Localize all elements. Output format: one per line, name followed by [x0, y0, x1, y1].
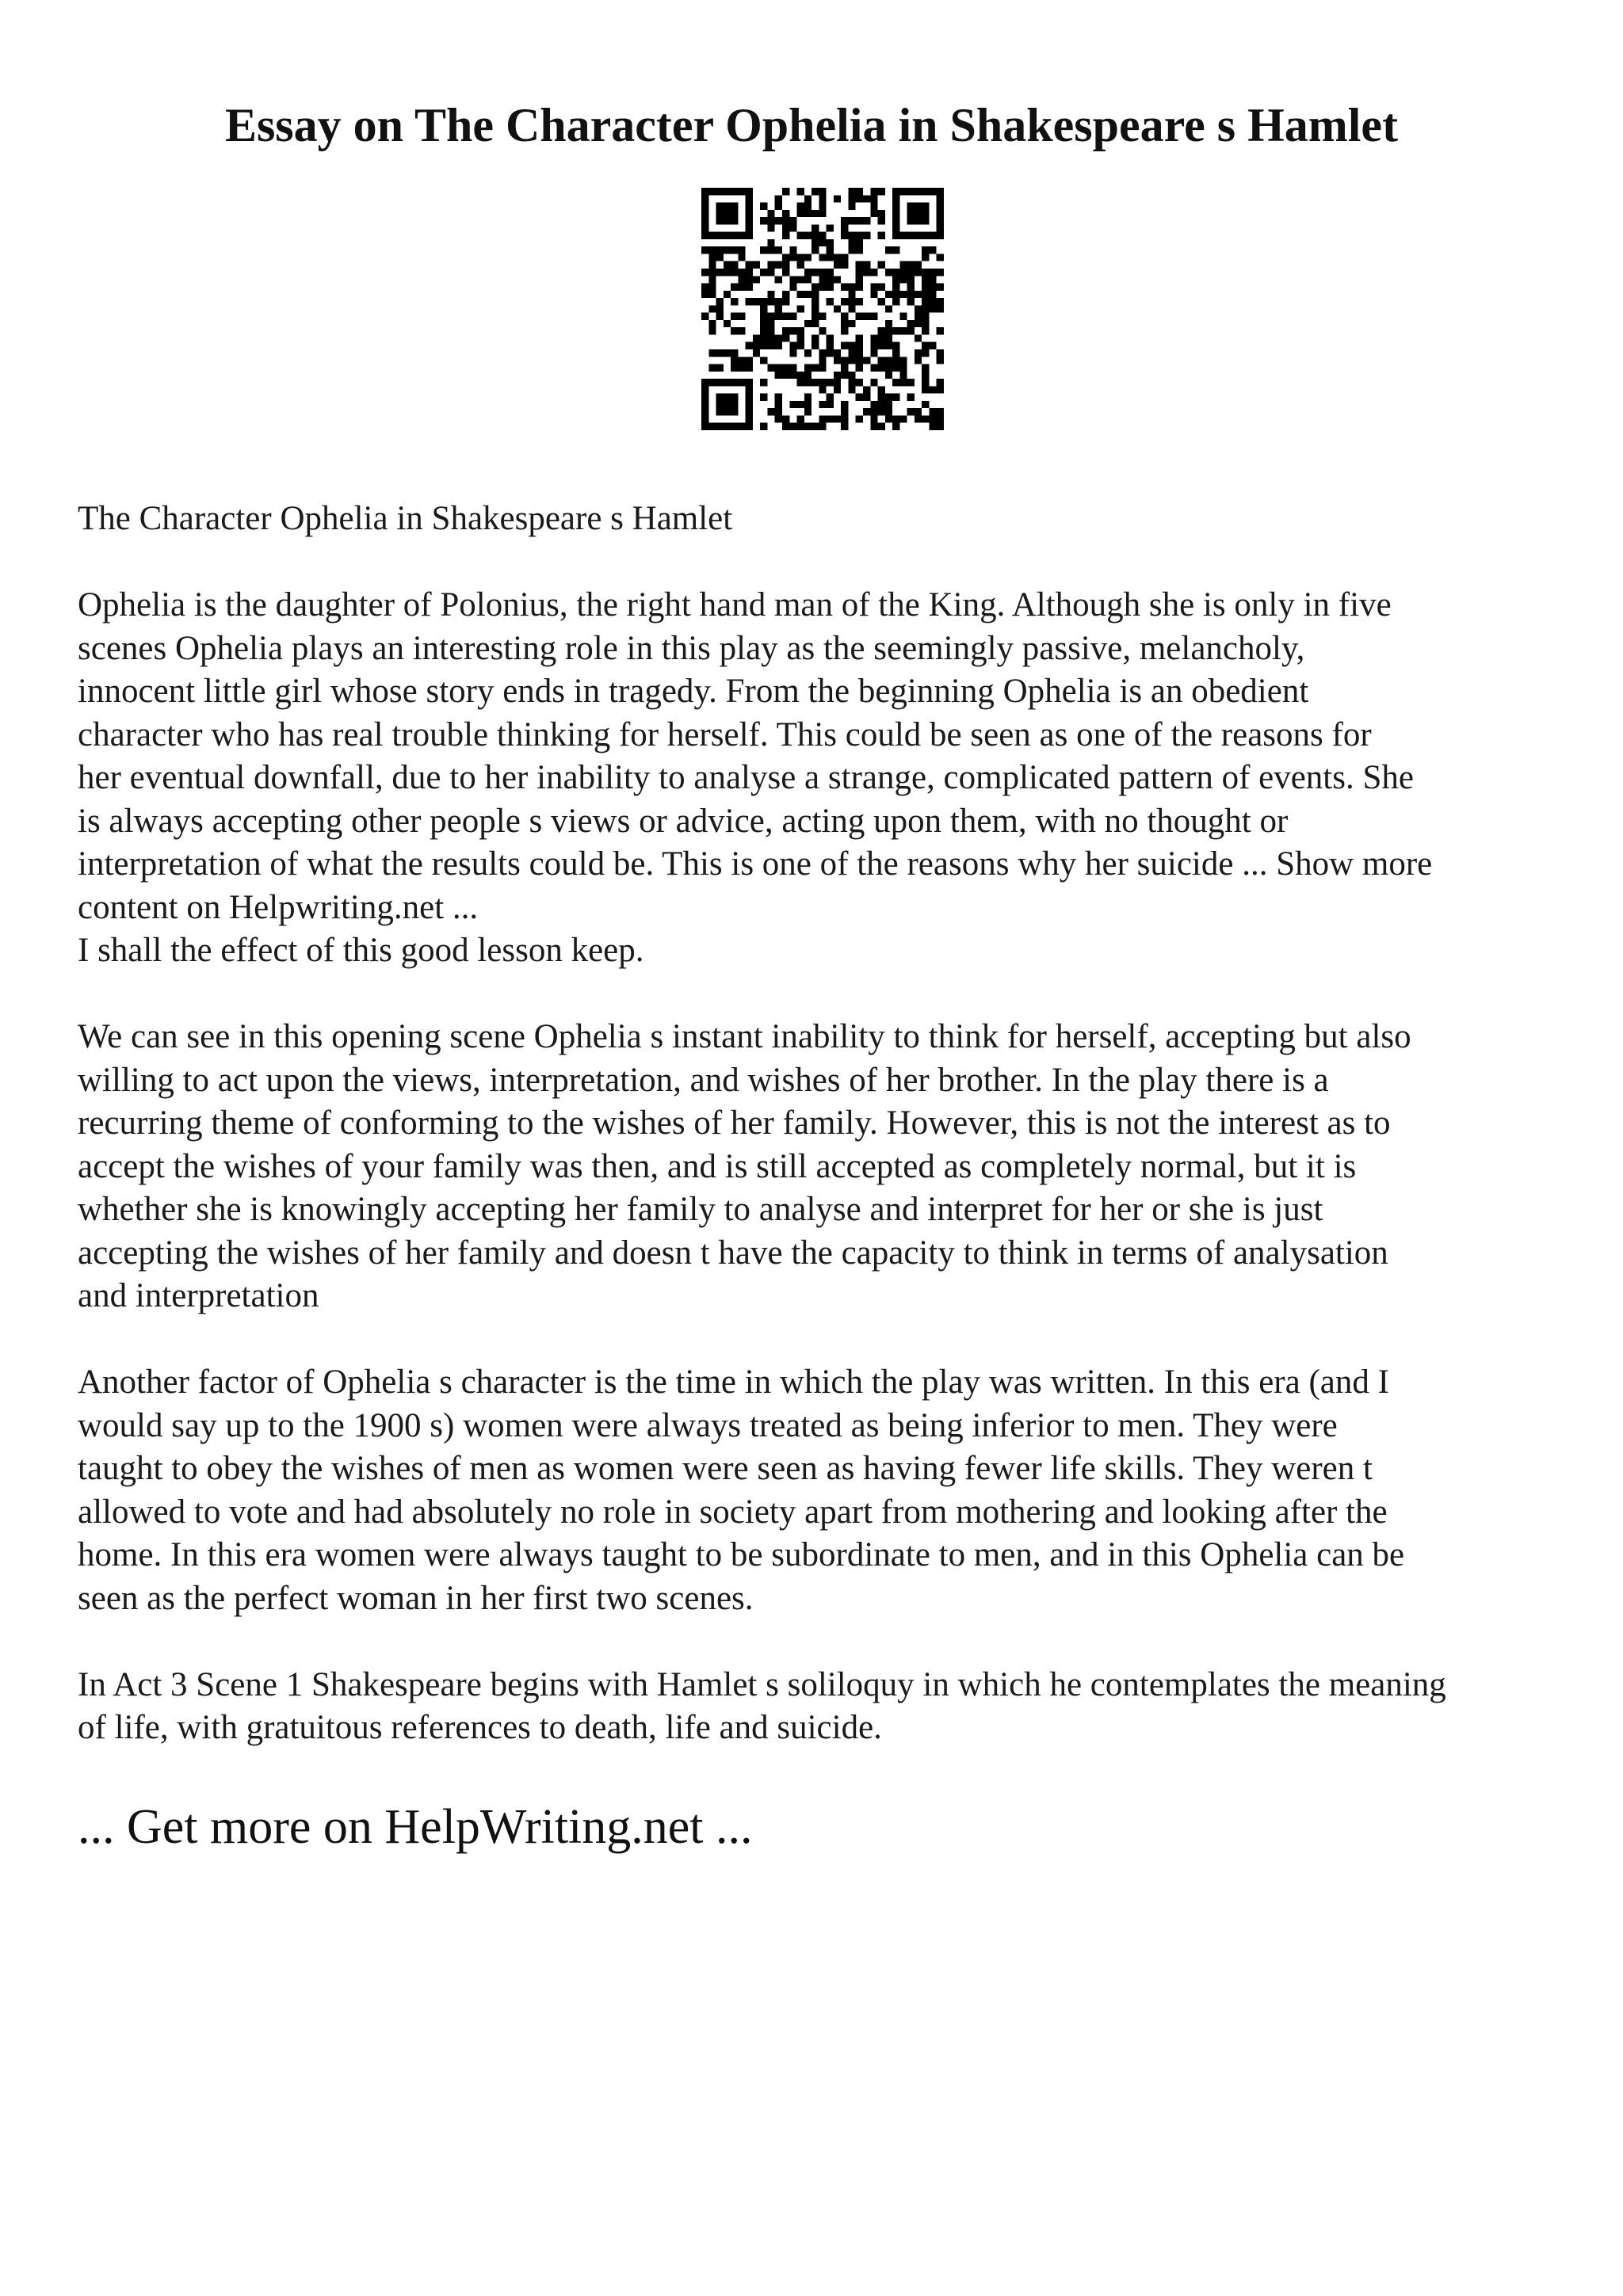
essay-subtitle: The Character Ophelia in Shakespeare s Hamlet — [78, 500, 733, 537]
essay-paragraph: We can see in this opening scene Ophelia s instant inability to think for herself, accepting but also willing to act upon the views, interpretation, and wishes of her brother. In the play there is a recurring theme of conforming to the wishes of her family. However, this is not the interest as to accept the wishes of your family was then, and is still accepted as completely normal, but it is whether she is knowingly accepting her family to analyse and interpret for her or she is just accepting the wishes of her family and doesn t have the capacity to think in terms of analysation and interpretation — [78, 1018, 1411, 1314]
essay-paragraph: Ophelia is the daughter of Polonius, the right hand man of the King. Although she is only in five scenes Ophelia plays an interesting role in this play as the seemingly passive, melancholy, innocent little girl whose story ends in tragedy. From the beginning Ophelia is an obedient character who has real trouble thinking for herself. This could be seen as one of the reasons for her eventual downfall, due to her inability to analyse a strange, complicated pattern of events. She is always accepting other people s views or advice, acting upon them, with no thought or interpretation of what the results could be. This is one of the reasons why her suicide ... Show more content on Helpwriting.net ... I shall the effect of this good lesson keep. — [78, 586, 1433, 969]
paragraph-spacer — [78, 1620, 1575, 1664]
qr-code-icon — [701, 188, 944, 430]
page-title: Essay on The Character Ophelia in Shakespeare s Hamlet — [224, 99, 1399, 151]
essay-paragraph: In Act 3 Scene 1 Shakespeare begins with Hamlet s soliloquy in which he contemplates the meaning of life, with gratuitous references to death, life and suicide. — [78, 1665, 1446, 1746]
paragraph-spacer — [78, 973, 1575, 1016]
get-more-link[interactable]: ... Get more on HelpWriting.net ... — [78, 1800, 753, 1854]
essay-body — [78, 498, 1575, 1750]
paragraph-spacer — [78, 1318, 1575, 1362]
paragraph-spacer — [78, 541, 1575, 585]
essay-paragraph: Another factor of Ophelia s character is the time in which the play was written. In this era (and I would say up to the 1900 s) women were always treated as being inferior to men. They were taught to obey the wishes of men as women were seen as having fewer life skills. They weren t allowed to vote and had absolutely no role in society apart from mothering and looking after the home. In this era women were always taught to be subordinate to men, and in this Ophelia can be seen as the perfect woman in her first two scenes. — [78, 1363, 1405, 1617]
